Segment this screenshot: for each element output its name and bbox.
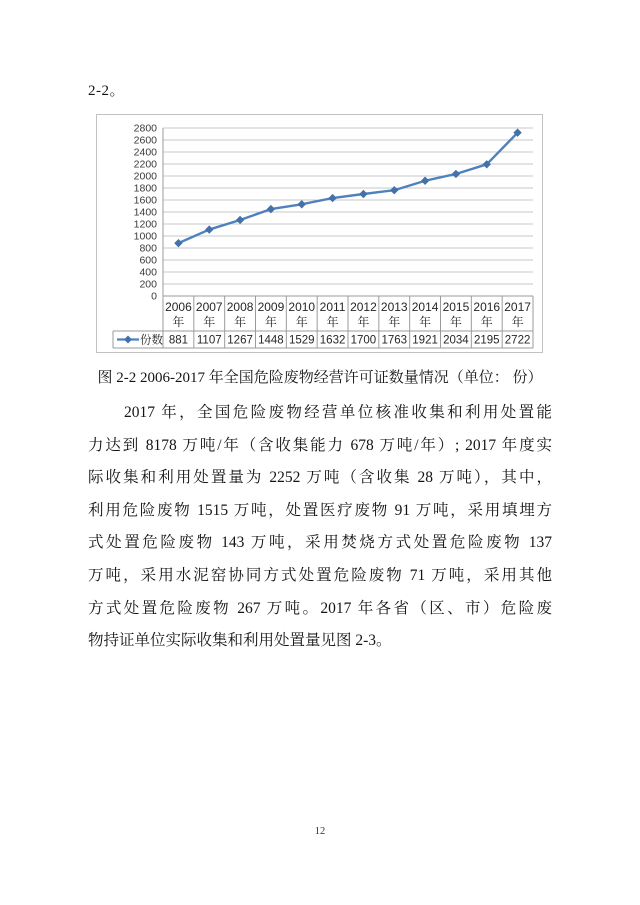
y-tick-label: 1200	[133, 218, 157, 231]
data-table-value: 2722	[504, 334, 531, 347]
x-category-suffix: 年	[419, 315, 432, 329]
body-paragraph	[88, 397, 552, 658]
x-category-label: 2009	[257, 300, 285, 314]
permits-line-chart	[97, 115, 542, 352]
x-category-label: 2006	[165, 300, 192, 314]
paragraph-line: 利用危险废物 1515 万吨，处置医疗废物 91 万吨，采用填埋方	[88, 501, 552, 519]
figure-caption: 图 2-2 2006-2017 年全国危险废物经营许可证数量情况（单位： 份）	[97, 370, 543, 386]
paragraph-line: 万吨，采用水泥窑协同方式处置危险废物 71 万吨，采用其他	[88, 566, 552, 584]
y-tick-label: 2000	[133, 170, 157, 183]
y-tick-label: 2200	[133, 158, 157, 171]
x-category-label: 2007	[195, 300, 223, 314]
paragraph-line: 式处置危险废物 143 万吨，采用焚烧方式处置危险废物 137	[88, 534, 552, 552]
x-category-label: 2016	[473, 300, 501, 314]
y-tick-label: 200	[139, 278, 157, 291]
y-tick-label: 1400	[133, 206, 157, 219]
x-category-label: 2012	[350, 300, 377, 314]
x-category-label: 2010	[288, 300, 316, 314]
paragraph-line: 力达到 8178 万吨/年（含收集能力 678 万吨/年）; 2017 年度实	[88, 436, 552, 454]
y-tick-label: 2400	[133, 146, 157, 159]
data-table-value: 1700	[350, 334, 377, 347]
paragraph-line: 2017 年，全国危险废物经营单位核准收集和利用处置能	[124, 404, 552, 421]
y-tick-label: 0	[151, 290, 157, 303]
permits-chart-figure	[96, 114, 543, 353]
x-category-suffix: 年	[264, 315, 277, 329]
y-tick-label: 1600	[133, 194, 157, 207]
x-category-suffix: 年	[234, 315, 247, 329]
x-category-suffix: 年	[357, 315, 370, 329]
data-point-marker	[174, 239, 182, 247]
x-category-suffix: 年	[203, 315, 216, 329]
data-table-value: 1107	[196, 334, 222, 347]
data-point-marker	[236, 216, 244, 224]
x-category-suffix: 年	[511, 315, 524, 329]
data-table-value: 1921	[412, 334, 438, 347]
paragraph-line: 方式处置危险废物 267 万吨。2017 年各省（区、市）危险废	[88, 599, 552, 617]
paragraph-line: 物持证单位实际收集和利用处置量见图 2-3。	[88, 632, 392, 650]
x-category-label: 2017	[504, 300, 531, 314]
paragraph-line: 际收集和利用处置量为 2252 万吨（含收集 28 万吨），其中，	[88, 469, 552, 487]
y-tick-label: 400	[139, 266, 157, 279]
data-point-marker	[390, 186, 398, 194]
y-tick-label: 2800	[133, 122, 157, 135]
y-tick-label: 600	[139, 254, 157, 267]
data-point-marker	[328, 194, 336, 202]
data-table-value: 881	[168, 334, 189, 347]
x-category-label: 2008	[226, 300, 254, 314]
data-table-value: 1267	[227, 334, 253, 347]
y-tick-label: 2600	[133, 134, 157, 147]
data-table-value: 1448	[258, 334, 284, 347]
x-category-suffix: 年	[449, 315, 462, 329]
x-category-label: 2013	[380, 300, 408, 314]
y-tick-label: 800	[139, 242, 157, 255]
x-category-suffix: 年	[480, 315, 493, 329]
x-category-suffix: 年	[295, 315, 308, 329]
data-table-value: 1529	[288, 334, 315, 347]
x-category-suffix: 年	[326, 315, 339, 329]
page-number: 12	[314, 826, 326, 837]
section-ref-label: 2-2。	[88, 83, 125, 99]
data-point-marker	[452, 170, 460, 178]
data-table-value: 1763	[381, 334, 408, 347]
legend-label: 份数	[140, 334, 163, 347]
legend-marker-icon	[124, 336, 132, 344]
x-category-suffix: 年	[388, 315, 401, 329]
data-table-value: 1632	[319, 334, 346, 347]
data-point-marker	[421, 177, 429, 185]
data-point-marker	[205, 225, 213, 233]
x-category-label: 2011	[319, 300, 346, 314]
x-category-label: 2015	[442, 300, 470, 314]
data-table-value: 2195	[473, 334, 500, 347]
data-table-value: 2034	[443, 334, 469, 347]
x-category-suffix: 年	[172, 315, 185, 329]
y-tick-label: 1000	[133, 230, 157, 243]
y-tick-label: 1800	[133, 182, 157, 195]
x-category-label: 2014	[411, 300, 439, 314]
data-point-marker	[298, 200, 306, 208]
data-point-marker	[359, 190, 367, 198]
